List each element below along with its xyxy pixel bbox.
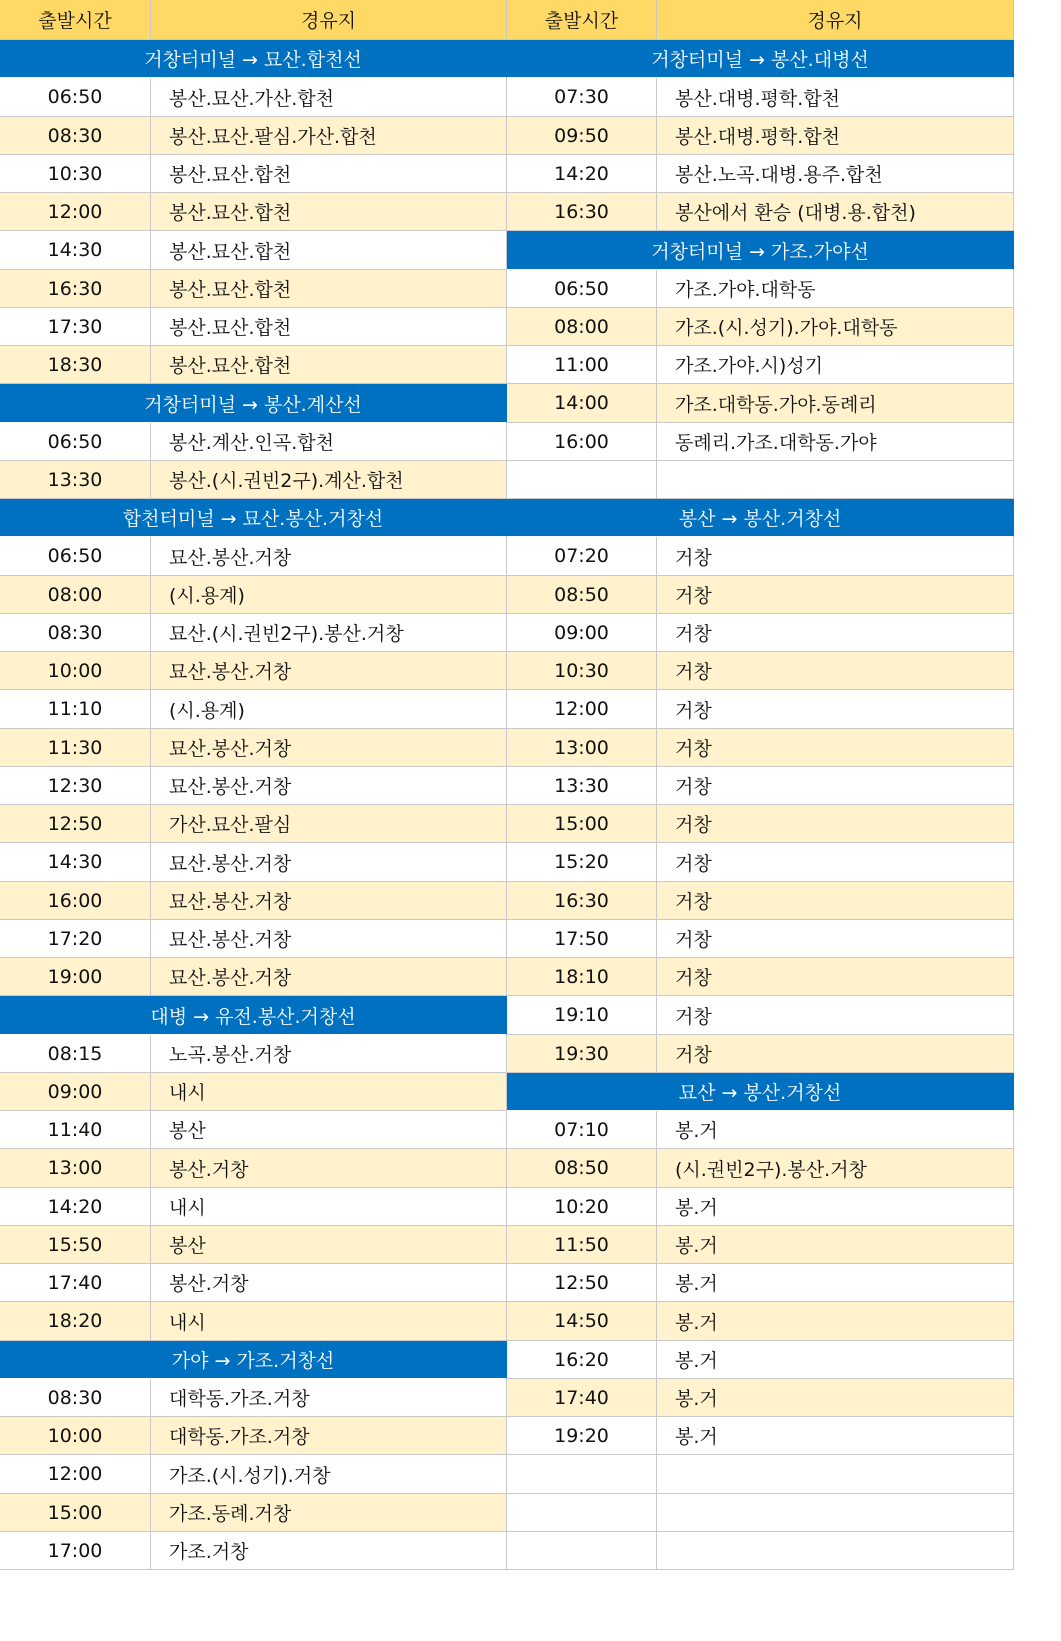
departure-time: 12:30 — [0, 767, 151, 805]
route-section-header: 거창터미널 → 가조.가야선 — [507, 231, 1014, 270]
departure-time: 16:00 — [507, 423, 657, 461]
route-stops: 봉산 — [151, 1226, 507, 1264]
departure-time: 16:00 — [0, 882, 151, 920]
departure-time: 10:00 — [0, 652, 151, 690]
departure-time: 08:50 — [507, 576, 657, 614]
departure-time: 14:00 — [507, 384, 657, 423]
route-stops: 거창 — [657, 1035, 1014, 1073]
route-stops: 묘산.봉산.거창 — [151, 652, 507, 690]
route-stops: 거창 — [657, 958, 1014, 996]
route-stops: 가조.동례.거창 — [151, 1494, 507, 1532]
departure-time: 11:30 — [0, 729, 151, 767]
route-section-header: 가야 → 가조.거창선 — [0, 1341, 507, 1379]
route-section-header: 거창터미널 → 봉산.대병선 — [507, 40, 1014, 78]
route-stops: (시.용계) — [151, 690, 507, 729]
route-stops: 봉산.(시.권빈2구).계산.합천 — [151, 461, 507, 499]
route-stops: 묘산.봉산.거창 — [151, 843, 507, 882]
route-stops: 거창 — [657, 996, 1014, 1035]
route-section-header: 봉산 → 봉산.거창선 — [507, 499, 1014, 537]
departure-time: 08:50 — [507, 1149, 657, 1188]
departure-time: 19:00 — [0, 958, 151, 996]
route-stops: 묘산.봉산.거창 — [151, 729, 507, 767]
departure-time: 15:20 — [507, 843, 657, 882]
route-stops: 가조.(시.성기).거창 — [151, 1455, 507, 1494]
route-stops: 봉.거 — [657, 1264, 1014, 1302]
route-stops: (시.용계) — [151, 576, 507, 614]
route-stops: 봉산.계산.인곡.합천 — [151, 423, 507, 461]
departure-time: 19:30 — [507, 1035, 657, 1073]
route-stops: 대학동.가조.거창 — [151, 1417, 507, 1455]
route-stops: 가산.묘산.팔심 — [151, 805, 507, 843]
route-stops: 대학동.가조.거창 — [151, 1379, 507, 1417]
route-stops: 가조.가야.시)성기 — [657, 346, 1014, 384]
route-stops: 봉산.묘산.가산.합천 — [151, 78, 507, 117]
route-stops: 봉산.대병.평학.합천 — [657, 78, 1014, 117]
departure-time: 07:10 — [507, 1111, 657, 1149]
route-section-header: 거창터미널 → 묘산.합천선 — [0, 40, 507, 78]
departure-time: 17:40 — [507, 1379, 657, 1417]
departure-time: 15:00 — [507, 805, 657, 843]
departure-time: 18:20 — [0, 1302, 151, 1341]
route-stops: 봉산.노곡.대병.용주.합천 — [657, 155, 1014, 193]
departure-time: 11:10 — [0, 690, 151, 729]
departure-time: 08:15 — [0, 1035, 151, 1073]
departure-time: 11:50 — [507, 1226, 657, 1264]
departure-time: 14:30 — [0, 231, 151, 270]
departure-time: 08:30 — [0, 614, 151, 652]
route-stops: 거창 — [657, 767, 1014, 805]
departure-time: 17:30 — [0, 308, 151, 346]
departure-time: 14:50 — [507, 1302, 657, 1341]
departure-time: 12:50 — [0, 805, 151, 843]
departure-time: 14:20 — [507, 155, 657, 193]
empty-cell — [507, 1455, 657, 1494]
departure-time: 12:00 — [0, 193, 151, 231]
route-stops: 봉산.묘산.합천 — [151, 193, 507, 231]
route-stops: 가조.가야.대학동 — [657, 270, 1014, 308]
departure-time: 15:50 — [0, 1226, 151, 1264]
departure-time: 16:30 — [507, 193, 657, 231]
departure-time: 13:30 — [507, 767, 657, 805]
route-stops: 내시 — [151, 1073, 507, 1111]
route-stops: 가조.대학동.가야.동례리 — [657, 384, 1014, 423]
route-stops: 거창 — [657, 920, 1014, 958]
departure-time: 13:30 — [0, 461, 151, 499]
route-stops: 묘산.봉산.거창 — [151, 767, 507, 805]
route-stops: 거창 — [657, 652, 1014, 690]
route-stops: 봉산 — [151, 1111, 507, 1149]
departure-time: 06:50 — [0, 78, 151, 117]
departure-time: 06:50 — [0, 423, 151, 461]
route-stops: 거창 — [657, 537, 1014, 576]
route-stops: 봉산.묘산.합천 — [151, 155, 507, 193]
empty-cell — [657, 1532, 1014, 1570]
departure-time: 09:50 — [507, 117, 657, 155]
route-stops: 봉산.묘산.합천 — [151, 346, 507, 384]
route-stops: 거창 — [657, 882, 1014, 920]
route-stops: 봉.거 — [657, 1341, 1014, 1379]
right-time-header: 출발시간 — [507, 0, 657, 40]
departure-time: 09:00 — [507, 614, 657, 652]
route-stops: 거창 — [657, 843, 1014, 882]
route-stops: 봉.거 — [657, 1302, 1014, 1341]
route-stops: (시.권빈2구).봉산.거창 — [657, 1149, 1014, 1188]
route-stops: 거창 — [657, 576, 1014, 614]
route-stops: 거창 — [657, 690, 1014, 729]
right-route-header: 경유지 — [657, 0, 1014, 40]
route-stops: 봉산.묘산.합천 — [151, 270, 507, 308]
departure-time: 16:20 — [507, 1341, 657, 1379]
route-stops: 묘산.봉산.거창 — [151, 958, 507, 996]
route-stops: 가조.거창 — [151, 1532, 507, 1570]
departure-time: 08:30 — [0, 1379, 151, 1417]
departure-time: 06:50 — [0, 537, 151, 576]
route-stops: 묘산.(시.권빈2구).봉산.거창 — [151, 614, 507, 652]
departure-time: 08:30 — [0, 117, 151, 155]
route-stops: 거창 — [657, 614, 1014, 652]
departure-time: 12:00 — [507, 690, 657, 729]
route-section-header: 묘산 → 봉산.거창선 — [507, 1073, 1014, 1111]
departure-time: 16:30 — [0, 270, 151, 308]
route-stops: 봉.거 — [657, 1188, 1014, 1226]
departure-time: 19:10 — [507, 996, 657, 1035]
departure-time: 06:50 — [507, 270, 657, 308]
route-section-header: 합천터미널 → 묘산.봉산.거창선 — [0, 499, 507, 537]
departure-time: 10:00 — [0, 1417, 151, 1455]
departure-time: 11:40 — [0, 1111, 151, 1149]
departure-time: 12:00 — [0, 1455, 151, 1494]
departure-time: 17:00 — [0, 1532, 151, 1570]
departure-time: 18:10 — [507, 958, 657, 996]
departure-time: 10:30 — [0, 155, 151, 193]
route-stops: 거창 — [657, 729, 1014, 767]
route-stops: 거창 — [657, 805, 1014, 843]
departure-time: 14:30 — [0, 843, 151, 882]
departure-time: 17:20 — [0, 920, 151, 958]
route-stops: 봉산에서 환승 (대병.용.합천) — [657, 193, 1014, 231]
route-stops: 내시 — [151, 1188, 507, 1226]
left-time-header: 출발시간 — [0, 0, 151, 40]
empty-cell — [507, 1532, 657, 1570]
departure-time: 07:30 — [507, 78, 657, 117]
departure-time: 16:30 — [507, 882, 657, 920]
departure-time: 08:00 — [0, 576, 151, 614]
route-stops: 봉.거 — [657, 1111, 1014, 1149]
departure-time: 14:20 — [0, 1188, 151, 1226]
departure-time: 18:30 — [0, 346, 151, 384]
route-stops: 봉.거 — [657, 1417, 1014, 1455]
empty-cell — [507, 1494, 657, 1532]
departure-time: 07:20 — [507, 537, 657, 576]
empty-cell — [507, 461, 657, 499]
departure-time: 12:50 — [507, 1264, 657, 1302]
route-stops: 동례리.가조.대학동.가야 — [657, 423, 1014, 461]
departure-time: 15:00 — [0, 1494, 151, 1532]
route-stops: 봉산.묘산.합천 — [151, 231, 507, 270]
departure-time: 10:30 — [507, 652, 657, 690]
route-stops: 봉산.거창 — [151, 1264, 507, 1302]
departure-time: 17:40 — [0, 1264, 151, 1302]
empty-cell — [657, 1494, 1014, 1532]
route-stops: 묘산.봉산.거창 — [151, 882, 507, 920]
route-stops: 가조.(시.성기).가야.대학동 — [657, 308, 1014, 346]
route-stops: 노곡.봉산.거창 — [151, 1035, 507, 1073]
departure-time: 13:00 — [507, 729, 657, 767]
route-stops: 봉.거 — [657, 1226, 1014, 1264]
departure-time: 09:00 — [0, 1073, 151, 1111]
route-stops: 봉산.대병.평학.합천 — [657, 117, 1014, 155]
departure-time: 19:20 — [507, 1417, 657, 1455]
route-stops: 봉산.거창 — [151, 1149, 507, 1188]
left-route-header: 경유지 — [151, 0, 507, 40]
empty-cell — [657, 1455, 1014, 1494]
route-stops: 봉산.묘산.팔심.가산.합천 — [151, 117, 507, 155]
departure-time: 13:00 — [0, 1149, 151, 1188]
route-section-header: 대병 → 유전.봉산.거창선 — [0, 996, 507, 1035]
departure-time: 11:00 — [507, 346, 657, 384]
departure-time: 10:20 — [507, 1188, 657, 1226]
route-stops: 묘산.봉산.거창 — [151, 920, 507, 958]
departure-time: 17:50 — [507, 920, 657, 958]
route-stops: 봉.거 — [657, 1379, 1014, 1417]
departure-time: 08:00 — [507, 308, 657, 346]
route-stops: 봉산.묘산.합천 — [151, 308, 507, 346]
route-stops: 묘산.봉산.거창 — [151, 537, 507, 576]
route-stops: 내시 — [151, 1302, 507, 1341]
route-section-header: 거창터미널 → 봉산.계산선 — [0, 384, 507, 423]
empty-cell — [657, 461, 1014, 499]
